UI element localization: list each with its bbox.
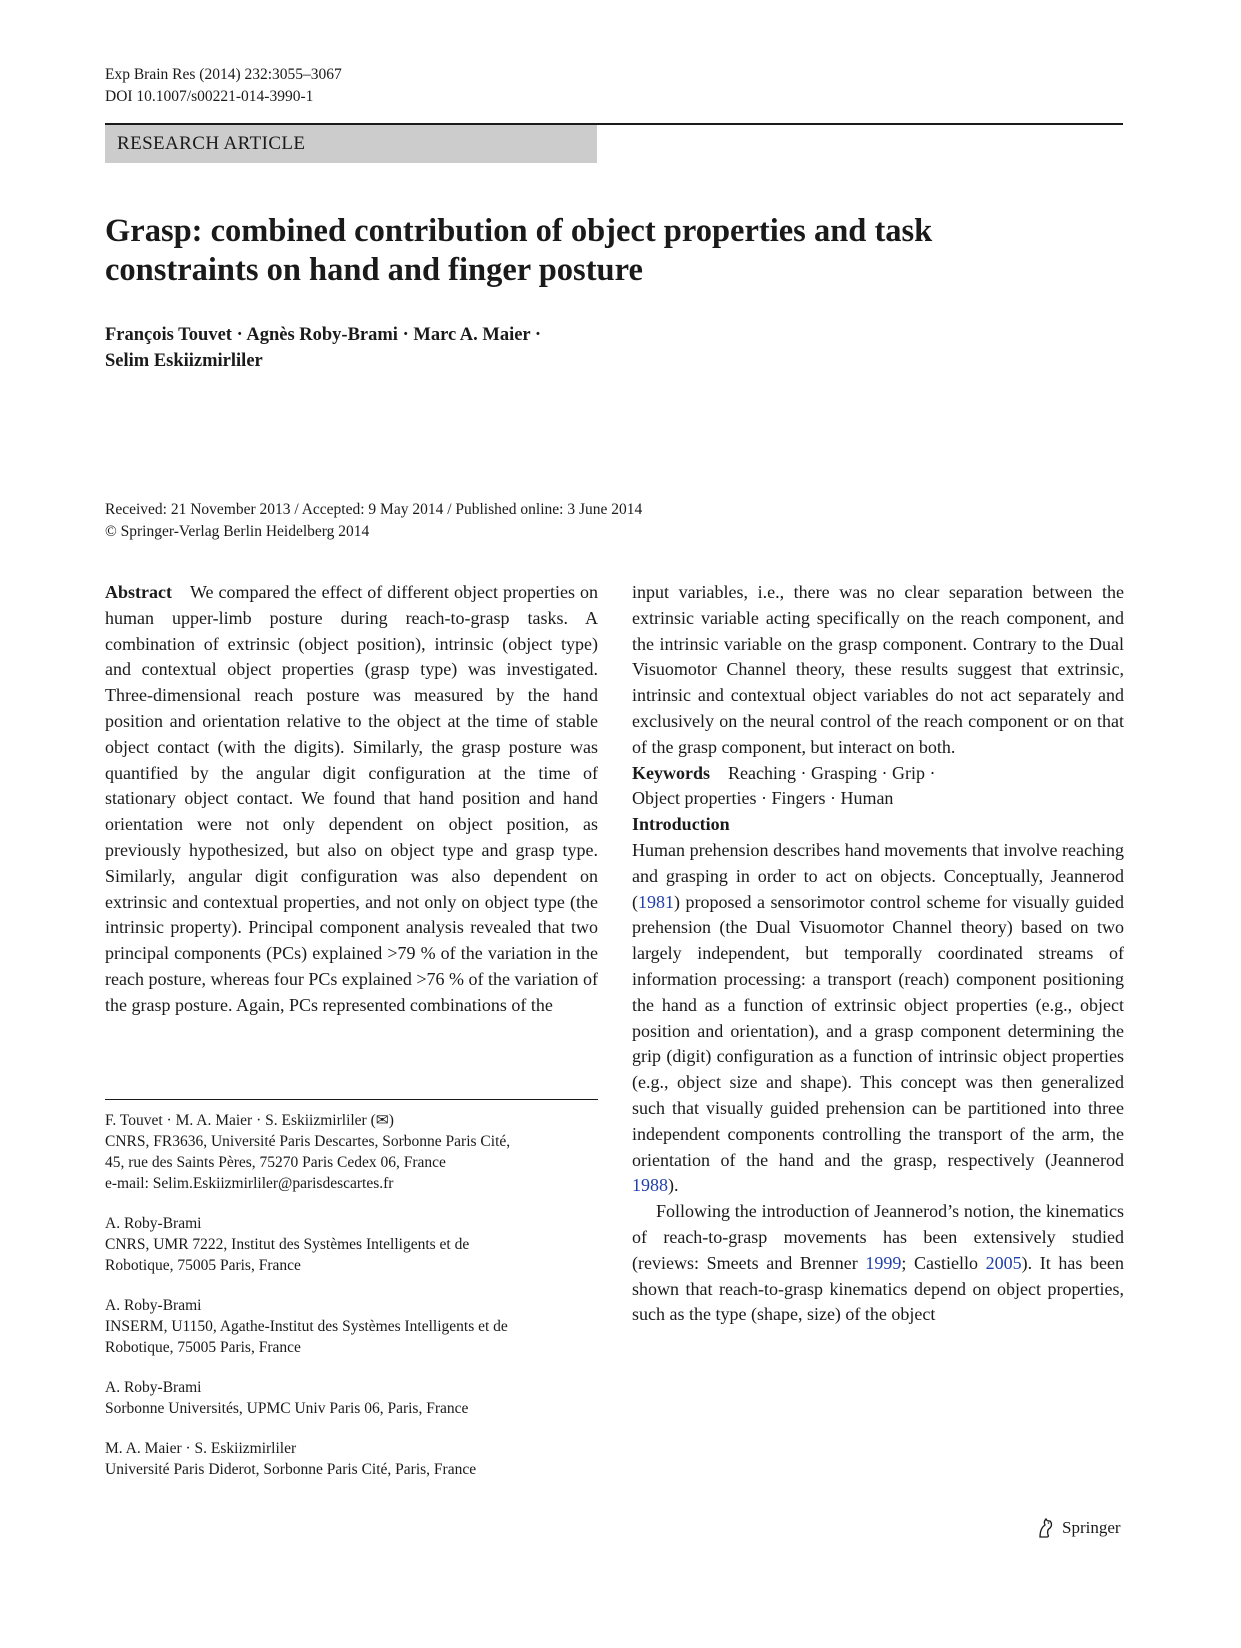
affiliation-names: A. Roby-Brami — [105, 1379, 202, 1396]
contact-email[interactable]: e-mail: Selim.Eskiizmirliler@parisdescartes.fr — [105, 1175, 394, 1192]
abstract-label: Abstract — [105, 582, 172, 602]
affiliation-names: A. Roby-Brami — [105, 1297, 202, 1314]
affiliation — [105, 1295, 605, 1358]
publication-dates — [105, 499, 1005, 543]
affiliations — [105, 1110, 605, 1499]
affiliation-line: Université Paris Diderot, Sorbonne Paris Cité, Paris, France — [105, 1461, 477, 1478]
intro-text: ). It has been shown that reach-to-grasp kinematics depend on object properties, such as the type (shape, size) of the object — [632, 1252, 1124, 1325]
keywords-label: Keywords — [632, 762, 710, 783]
citation-link[interactable]: 2005 — [985, 1252, 1022, 1273]
author-list — [105, 322, 705, 374]
copyright: © Springer-Verlag Berlin Heidelberg 2014 — [105, 523, 370, 540]
journal-citation — [105, 64, 342, 108]
intro-text: ; Castiello — [901, 1252, 986, 1273]
authors-line-2: Selim Eskiizmirliler — [105, 351, 263, 371]
journal-volume: Exp Brain Res (2014) 232:3055–3067 — [105, 66, 342, 83]
citation-link[interactable]: 1988 — [632, 1175, 668, 1196]
affiliation-names: F. Touvet · M. A. Maier · S. Eskiizmirliler (✉) — [105, 1112, 394, 1129]
publisher-logo — [1036, 1517, 1121, 1539]
article-type-badge: RESEARCH ARTICLE — [105, 125, 597, 163]
abstract — [105, 580, 598, 1019]
intro-text: ). — [668, 1175, 679, 1196]
affiliation-line: Sorbonne Universités, UPMC Univ Paris 06, Paris, France — [105, 1400, 469, 1417]
introduction-paragraph-1 — [632, 838, 1124, 1199]
received-dates: Received: 21 November 2013 / Accepted: 9 May 2014 / Published online: 3 June 2014 — [105, 501, 643, 518]
intro-text: Human prehension describes hand movements that involve reaching and grasping in order to act on objects. Conceptually, Jeannerod ( — [632, 839, 1124, 912]
footnote-rule — [105, 1099, 598, 1100]
abstract-text: We compared the effect of different object properties on human upper-limb posture during reach-to-grasp tasks. A combination of extrinsic (object position), intrinsic (object type) and contextual object properties (grasp type) was investigated. Three-dimensional reach posture was measured by the hand position and orientation relative to the object at the time of stable object contact (with the digits). Similarly, the grasp posture was quantified by the angular digit configuration at the time of stationary object contact. We found that hand position and hand orientation were not only dependent on object position, as previously hypothesized, but also on object type and grasp type. Similarly, angular digit configuration was also dependent on extrinsic and contextual properties, and not only on object type (the intrinsic property). Principal component analysis revealed that two principal components (PCs) explained >79 % of the variation in the reach posture, whereas four PCs explained >76 % of the variation of the grasp posture. Again, PCs represented combinations of the — [105, 582, 598, 1015]
introduction-heading: Introduction — [632, 814, 730, 835]
title-line-2: constraints on hand and finger posture — [105, 252, 643, 288]
keywords-line-1: Reaching · Grasping · Grip · — [728, 762, 936, 783]
right-column — [632, 580, 1124, 1328]
doi: DOI 10.1007/s00221-014-3990-1 — [105, 88, 314, 105]
keywords — [632, 761, 1124, 813]
affiliation-names: A. Roby-Brami — [105, 1215, 202, 1232]
paper-title — [105, 212, 1105, 290]
publisher-name: Springer — [1062, 1518, 1121, 1537]
keywords-line-2: Object properties · Fingers · Human — [632, 788, 894, 809]
intro-text: Following the introduction of Jeannerod’s notion, the kinematics of reach-to-grasp movements has been extensively studied (reviews: Smeets and Brenner — [632, 1201, 1124, 1273]
affiliation — [105, 1377, 605, 1419]
intro-text: ) proposed a sensorimotor control scheme for visually guided prehension (the Dual Visuomotor Channel theory) based on two largely independent, but temporally coordinated streams of information processing: a transport (reach) component positioning the hand as a function of extrinsic object properties (e.g., object position and orientation), and a grasp component determining the grip (digit) configuration as a function of intrinsic object properties (e.g., object size and shape). This concept was then generalized such that visually guided prehension can be partitioned into three independent components controlling the transport of the arm, the orientation of the hand and the grasp, respectively (Jeannerod — [632, 891, 1124, 1170]
affiliation — [105, 1213, 605, 1276]
affiliation-line: 45, rue des Saints Pères, 75270 Paris Cedex 06, France — [105, 1154, 446, 1171]
affiliation-line: CNRS, FR3636, Université Paris Descartes, Sorbonne Paris Cité, — [105, 1133, 511, 1150]
introduction-paragraph-2 — [632, 1199, 1124, 1328]
citation-link[interactable]: 1981 — [638, 891, 674, 912]
affiliation — [105, 1110, 605, 1194]
affiliation-line: INSERM, U1150, Agathe-Institut des Systèmes Intelligents et de — [105, 1318, 508, 1335]
citation-link[interactable]: 1999 — [865, 1252, 902, 1273]
affiliation — [105, 1438, 605, 1480]
affiliation-line: CNRS, UMR 7222, Institut des Systèmes Intelligents et de — [105, 1236, 470, 1253]
springer-horse-icon — [1036, 1517, 1056, 1539]
abstract-continuation: input variables, i.e., there was no clear separation between the extrinsic variable acting specifically on the reach component, and the intrinsic variable on the grasp component. Contrary to the Dual Visuomotor Channel theory, these results suggest that extrinsic, intrinsic and contextual object variables do not act separately and exclusively on the neural control of the reach component or on that of the grasp component, but interact on both. — [632, 582, 1124, 757]
title-line-1: Grasp: combined contribution of object properties and task — [105, 213, 933, 249]
affiliation-line: Robotique, 75005 Paris, France — [105, 1339, 301, 1356]
affiliation-line: Robotique, 75005 Paris, France — [105, 1257, 301, 1274]
authors-line-1: François Touvet · Agnès Roby-Brami · Marc A. Maier · — [105, 325, 542, 345]
affiliation-names: M. A. Maier · S. Eskiizmirliler — [105, 1440, 297, 1457]
left-column — [105, 580, 598, 1019]
